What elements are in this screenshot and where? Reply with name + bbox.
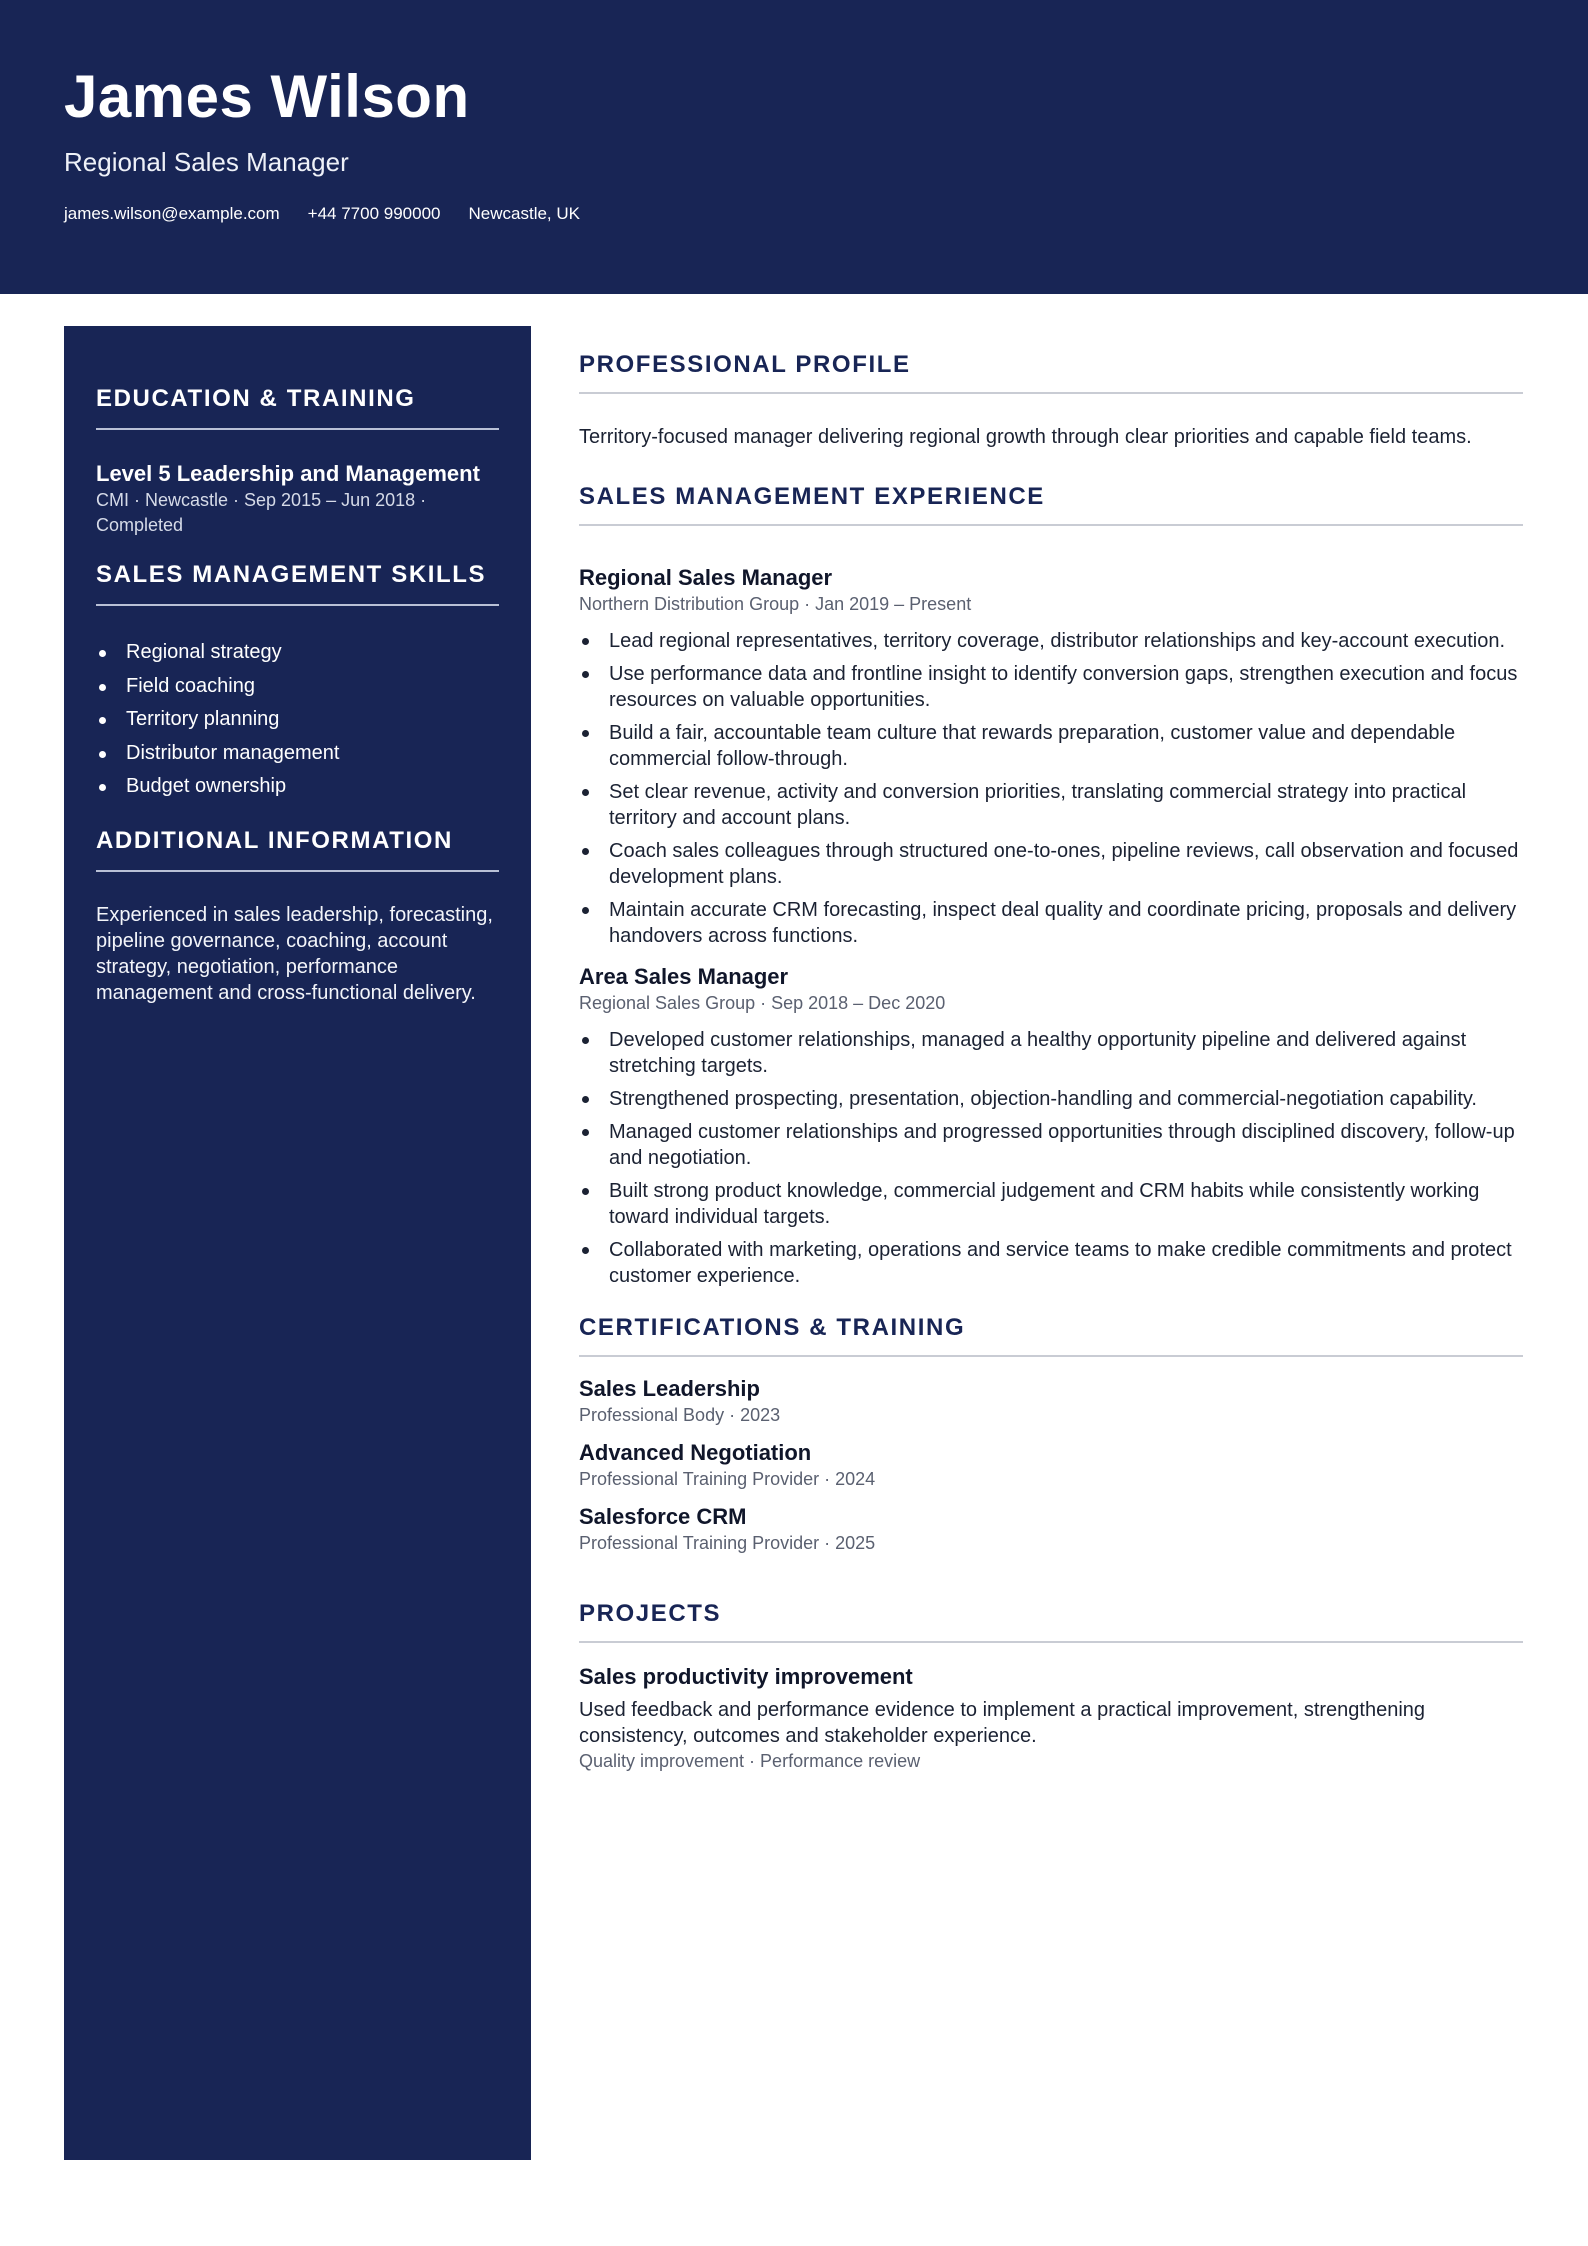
candidate-name: James Wilson <box>64 63 470 130</box>
contact-phone: +44 7700 990000 <box>307 204 441 223</box>
contact-info <box>64 202 580 226</box>
additional-heading: ADDITIONAL INFORMATION <box>96 826 499 872</box>
education-meta: CMI · Newcastle · Sep 2015 – Jun 2018 · Completed <box>96 490 427 535</box>
skill-item: Budget ownership <box>96 770 499 804</box>
project-item <box>579 1663 1523 1773</box>
project-title: Sales productivity improvement <box>579 1664 913 1689</box>
job-bullet: Build a fair, accountable team culture that rewards preparation, customer value and dependable commercial follow-through. <box>579 720 1523 772</box>
profile-text: Territory-focused manager delivering regional growth through clear priorities and capable field teams. <box>579 426 1472 448</box>
skills-list <box>96 636 499 804</box>
education-title: Level 5 Leadership and Management <box>96 461 480 486</box>
main-content <box>579 350 1523 1773</box>
certification-title: Sales Leadership <box>579 1376 760 1401</box>
contact-email: james.wilson@example.com <box>64 204 280 223</box>
skill-item: Field coaching <box>96 670 499 704</box>
certification-meta: Professional Training Provider · 2025 <box>579 1533 876 1553</box>
job-entry <box>579 564 1523 949</box>
job-bullet: Developed customer relationships, managed a healthy opportunity pipeline and delivered against stretching targets. <box>579 1027 1523 1079</box>
project-text: Used feedback and performance evidence to implement a practical improvement, strengthening consistency, outcomes and stakeholder experience. <box>579 1699 1426 1747</box>
project-meta: Quality improvement · Performance review <box>579 1751 921 1771</box>
job-entry <box>579 963 1523 1289</box>
skill-item: Regional strategy <box>96 636 499 670</box>
job-title: Regional Sales Manager <box>579 565 833 590</box>
job-bullet: Maintain accurate CRM forecasting, inspect deal quality and coordinate pricing, proposals and delivery handovers across functions. <box>579 897 1523 949</box>
job-meta: Northern Distribution Group · Jan 2019 – Present <box>579 594 972 614</box>
certification-item <box>579 1503 1523 1555</box>
job-bullet: Managed customer relationships and progressed opportunities through disciplined discovery, follow-up and negotiation. <box>579 1119 1523 1171</box>
projects-heading: PROJECTS <box>579 1599 1523 1643</box>
certification-item <box>579 1375 1523 1427</box>
job-bullets <box>579 1027 1523 1289</box>
job-bullet: Collaborated with marketing, operations and service teams to make credible commitments and protect customer experience. <box>579 1237 1523 1289</box>
job-bullet: Set clear revenue, activity and conversion priorities, translating commercial strategy into practical territory and account plans. <box>579 779 1523 831</box>
sidebar <box>64 326 531 2160</box>
contact-location: Newcastle, UK <box>468 204 580 223</box>
education-heading: EDUCATION & TRAINING <box>96 384 499 430</box>
job-bullet: Use performance data and frontline insight to identify conversion gaps, strengthen execution and focus resources on valuable opportunities. <box>579 661 1523 713</box>
additional-text: Experienced in sales leadership, forecasting, pipeline governance, coaching, account strategy, negotiation, performance management and cross-functional delivery. <box>96 903 493 1004</box>
job-meta: Regional Sales Group · Sep 2018 – Dec 2020 <box>579 993 946 1013</box>
resume-header <box>0 0 1588 294</box>
certifications-heading: CERTIFICATIONS & TRAINING <box>579 1313 1523 1357</box>
experience-heading: SALES MANAGEMENT EXPERIENCE <box>579 482 1523 526</box>
certification-meta: Professional Training Provider · 2024 <box>579 1469 876 1489</box>
job-bullet: Built strong product knowledge, commercial judgement and CRM habits while consistently working toward individual targets. <box>579 1178 1523 1230</box>
certification-title: Salesforce CRM <box>579 1504 747 1529</box>
certification-item <box>579 1439 1523 1491</box>
skills-heading: SALES MANAGEMENT SKILLS <box>96 560 499 606</box>
skill-item: Distributor management <box>96 737 499 771</box>
certification-title: Advanced Negotiation <box>579 1440 812 1465</box>
job-bullet: Strengthened prospecting, presentation, objection-handling and commercial-negotiation capability. <box>579 1086 1523 1112</box>
job-bullets <box>579 628 1523 949</box>
job-bullet: Lead regional representatives, territory coverage, distributor relationships and key-account execution. <box>579 628 1523 654</box>
job-bullet: Coach sales colleagues through structured one-to-ones, pipeline reviews, call observation and focused development plans. <box>579 838 1523 890</box>
job-title: Area Sales Manager <box>579 964 789 989</box>
candidate-role: Regional Sales Manager <box>64 147 349 177</box>
skill-item: Territory planning <box>96 703 499 737</box>
profile-heading: PROFESSIONAL PROFILE <box>579 350 1523 394</box>
certification-meta: Professional Body · 2023 <box>579 1405 781 1425</box>
